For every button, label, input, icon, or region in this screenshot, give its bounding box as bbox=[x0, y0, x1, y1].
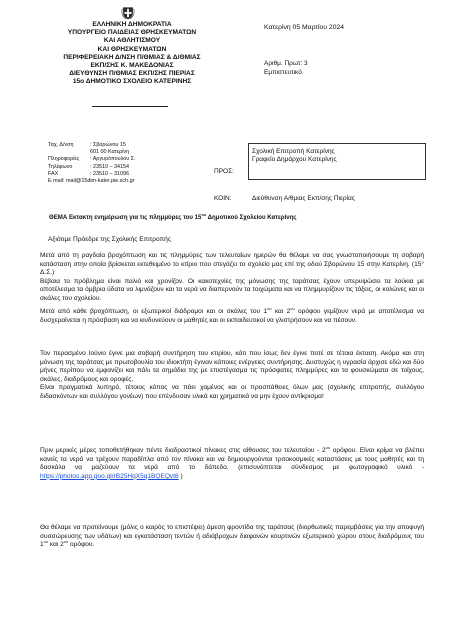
contact-row bbox=[48, 164, 135, 171]
greek-emblem-icon bbox=[121, 6, 135, 20]
paragraph-text: ορόφου γεμίζουν νερά με αποτέλεσμα να δυσχεραίνεται η πρόσβαση και να κινδυνεύουν οι μαθητές και οι εκπαιδευτικοί να γλιστρήσουν και να πέσουν. bbox=[40, 308, 424, 324]
paragraph-text: Τον περασμένο Ιούνιο έγινε μια σοβαρή συντήρηση του κτιρίου, κάτι που ίσως δεν έγινε ποτέ σε τέτοια έκταση. Ακόμα και στη μόνωση της ταράτσας με πρωτοβουλία του ιδιοκτήτη έγιναν κάποιες ενέργειες συντήρησης. Δυστυχώς η υγρασία άρχισε εδώ και δύο μήνες περίπου να εμφανίζει και πάλι τα σημάδια της με επιστέγασμα τις πρόσφατες πλημμύρες και τα φουσκώματα σε τοίχους, σκάλες, διαδρόμους και οροφές. bbox=[40, 350, 424, 383]
contact-value: : Αργυρόπουλου Σ. bbox=[90, 156, 136, 163]
recipient-line: Γραφείο Δημάρχου Κατερίνης bbox=[252, 156, 337, 164]
ordinal: ου bbox=[325, 444, 331, 450]
contact-key bbox=[48, 149, 90, 156]
paragraph-text: Είναι πραγματικά λυπηρό, τέτοιος κόπος να πάει χαμένος και οι προσπάθειες όλων μας (σχολικής επιτροπής, συλλόγου διδασκόντων και συλλόγου γονέων) που επένδυσαν υλικά και χρηματικά να μην έχουν αντίκρισμα! bbox=[40, 384, 424, 400]
ordinal: ου bbox=[290, 305, 295, 311]
paragraph-text: και 2 bbox=[48, 541, 64, 549]
contact-value: : 23510 – 34154 bbox=[90, 163, 129, 170]
contact-block bbox=[48, 142, 135, 185]
contact-value: : Σβορώνου 15 bbox=[90, 142, 126, 148]
letterhead bbox=[52, 21, 212, 87]
paragraph-text: Μετά από τη ραγδαία βροχόπτωση και τις πλημμύρες των τελευταίων ημερών θα θέλαμε να σας γνωστοποιήσουμε τη σοβαρή κατάσταση στην οποία βρίσκεται εκτεθειμένο το κτίριο που στεγάζει το σχολείο μας επί της οδού Σβορώνου 15 στην Κατερίνη. (15° Δ.Σ.) bbox=[40, 252, 424, 277]
letterhead-line: ΕΛΛΗΝΙΚΗ ΔΗΜΟΚΡΑΤΙΑ bbox=[92, 21, 172, 28]
ordinal: ου bbox=[267, 305, 272, 311]
salutation: Αξιότιμε Πρόεδρε της Σχολικής Επιτροπής bbox=[48, 236, 171, 243]
to-label: ΠΡΟΣ: bbox=[214, 168, 234, 175]
paragraph-5 bbox=[40, 524, 424, 550]
subject-text-end: Δημοτικού Σχολείου Κατερίνης bbox=[206, 214, 297, 221]
recipient-line: Σχολική Επιτροπή Κατερίνης bbox=[252, 148, 335, 155]
contact-email: E mail: mail@15dim-kater.pie.sch.gr bbox=[48, 178, 135, 185]
protocol-type: Εμπιστευτικό bbox=[264, 68, 302, 76]
protocol-info bbox=[264, 60, 308, 77]
contact-key: Πληροφορίες bbox=[48, 156, 80, 163]
subject-text: ΘΕΜΑ Εκτακτη ενημέρωση για τις πλημμύρες του 15 bbox=[49, 214, 202, 221]
subject-ordinal: ου bbox=[201, 211, 207, 217]
photo-album-link[interactable]: https://photos.app.goo.gl/rB25HqX5q1BQEQvt8 bbox=[40, 472, 179, 480]
paragraph-2 bbox=[40, 305, 424, 325]
contact-row bbox=[48, 156, 135, 163]
paragraph-text: ) bbox=[178, 472, 183, 480]
contact-value: : 23510 – 31096 bbox=[90, 170, 129, 177]
paragraph-text: Θα θέλαμε να προτείνουμε (μόλις ο καιρός το επιστέψει) άμεση φροντίδα της ταράτσας (διορθωτικές παρεμβάσεις για την αποφυγή συσσώρευσης των υδάτων) και εγκατάσταση τεντών ή αδιάβροχων διαφανών κουρτινών εξωτερικού χώρου στους διαδρόμους του 1 bbox=[40, 524, 424, 549]
contact-value: 601 00 Κατερίνη bbox=[90, 149, 130, 156]
letterhead-line: ΚΑΙ ΑΘΛΗΤΙΣΜΟΥ bbox=[103, 37, 161, 45]
paragraph-1 bbox=[40, 252, 424, 304]
document-date: Κατερίνη 05 Μαρτίου 2024 bbox=[264, 24, 345, 31]
ordinal: ου bbox=[63, 539, 69, 545]
letterhead-line: ΚΑΙ ΘΡΗΣΚΕΥΜΑΤΩΝ bbox=[97, 45, 167, 53]
contact-row bbox=[48, 171, 135, 178]
contact-key: Ταχ. Δ/νση bbox=[48, 142, 74, 148]
letterhead-line: ΔΙΕΥΘΥΝΣΗ Π/ΘΜΙΑΣ ΕΚΠ/ΣΗΣ ΠΙΕΡΙΑΣ bbox=[69, 70, 195, 78]
letterhead-line: ΕΚΠ/ΣΗΣ Κ. ΜΑΚΕΔΟΝΙΑΣ bbox=[90, 62, 174, 70]
paragraph-3 bbox=[40, 350, 424, 402]
cc-label: ΚΟΙΝ: bbox=[214, 195, 232, 202]
ordinal: ου bbox=[43, 539, 49, 545]
cc-recipient: Διεύθυνση Α/θμιας Εκπ/σης Πιερίας bbox=[252, 195, 355, 202]
letterhead-line: ΠΕΡΙΦΕΡΕΙΑΚΗ Δ/ΝΣΗ Π/ΘΜΙΑΣ & Δ/ΘΜΙΑΣ bbox=[63, 53, 201, 61]
to-recipients bbox=[252, 148, 337, 164]
paragraph-4 bbox=[40, 444, 425, 481]
contact-key: Τηλέφωνο bbox=[48, 163, 73, 170]
paragraph-text: Μετά από κάθε βροχόπτωση, οι εξωτερικοί διάδρομοι και οι σκάλες του 1 bbox=[40, 308, 268, 315]
contact-key: FAX bbox=[48, 170, 59, 177]
contact-row bbox=[48, 142, 135, 149]
paragraph-text: Πριν μερικές μέρες τοποθετήθηκαν πέντε διαδραστικοί πίνακες στις αίθουσες του τελευταίου - 2 bbox=[40, 447, 326, 454]
protocol-number: Αριθμ. Πρωτ: 3 bbox=[264, 60, 308, 67]
paragraph-text: ορόφου. Είναι κρίμα να βλέπει κανείς τα νερά να τρέχουν παραδίπλα από τον πίνακα και να δημιουργούνται τριτοκοσμικές καταστάσεις με τους μαθητές και τη δασκάλα να μαζεύουν τα νερά από το δάπεδο. (επισυνάπτεται σύνδεσμος με φωτογραφικό υλικό - bbox=[40, 447, 425, 472]
letterhead-line: ΥΠΟΥΡΓΕΙΟ ΠΑΙΔΕΙΑΣ ΘΡΗΣΚΕΥΜΑΤΩΝ bbox=[67, 29, 197, 37]
header-divider bbox=[92, 106, 168, 107]
letterhead-line: 15ο ΔΗΜΟΤΙΚΟ ΣΧΟΛΕΙΟ ΚΑΤΕΡΙΝΗΣ bbox=[72, 78, 192, 86]
subject-line bbox=[49, 211, 429, 221]
paragraph-text: και 2 bbox=[271, 308, 291, 315]
paragraph-text: ορόφου. bbox=[68, 541, 95, 549]
paragraph-text: Βέβαια το πρόβλημα είναι παλιό και χρονίζον. Οι κακοτεχνίες της μόνωσης της ταράτσας έχουν υπερυψώσει τα λούκια με αποτέλεσμα τα όμβρια ύδατα να λιμνάζουν και τα νερά να διαπερνούν τα τοιχώματα και να πλημμυρίζουν τις τάξεις, οι κολώνες και οι σκάλες του σχολείου. bbox=[40, 277, 424, 302]
